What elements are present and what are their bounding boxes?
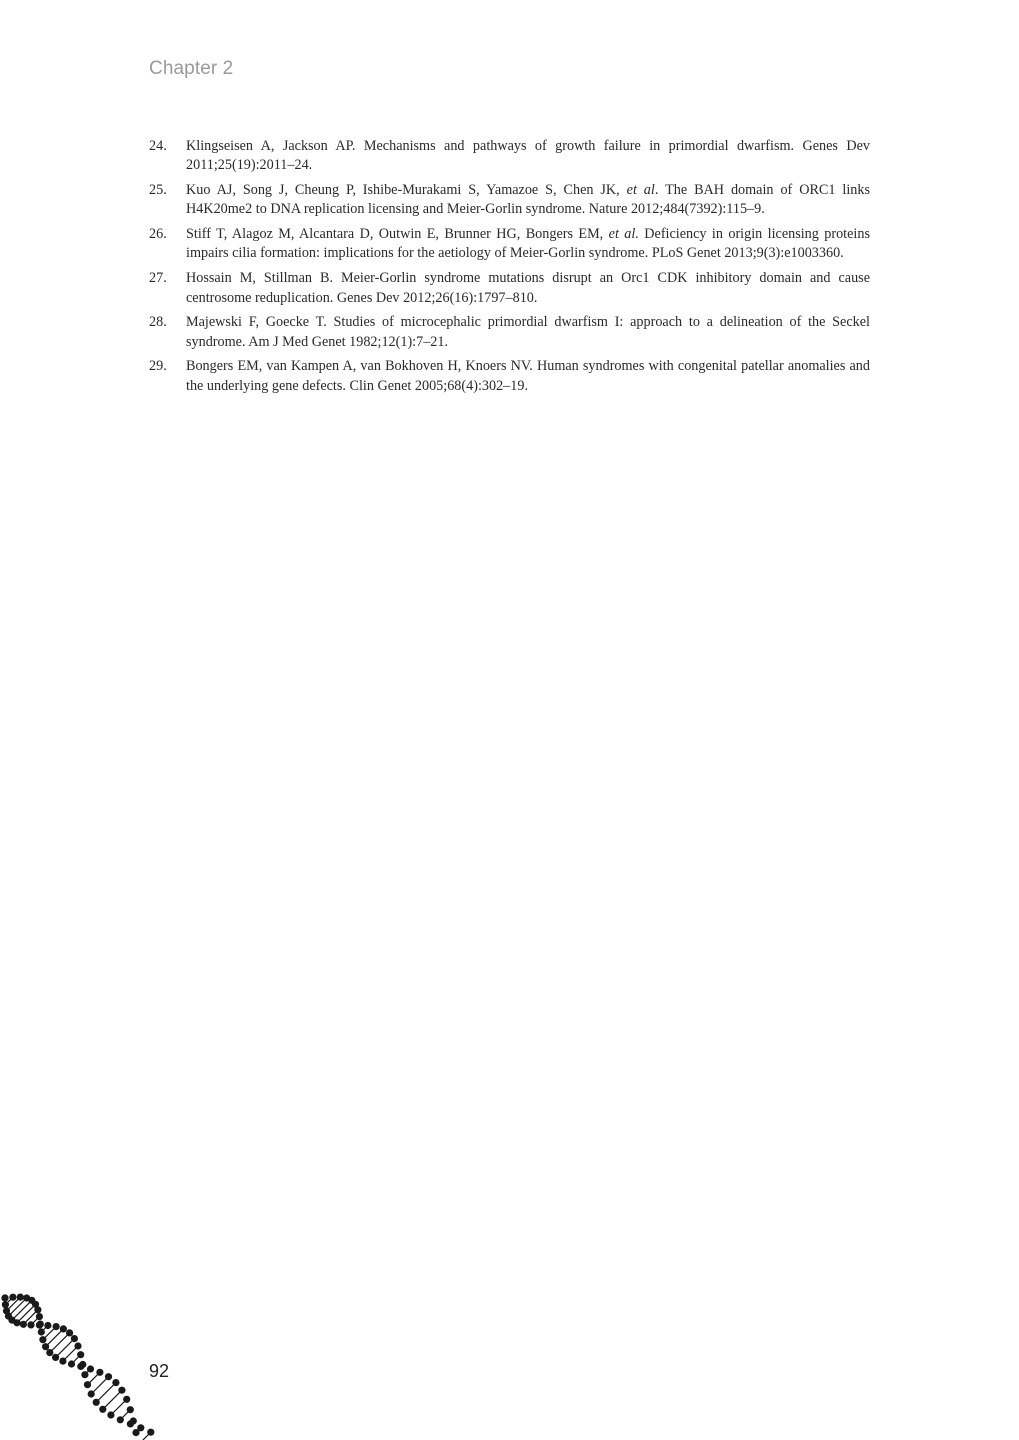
dna-node [81, 1371, 88, 1378]
reference-number: 24. [149, 138, 167, 154]
dna-node [2, 1301, 9, 1308]
dna-rung [9, 1298, 27, 1316]
dna-node [74, 1342, 81, 1349]
dna-node [46, 1349, 53, 1356]
chapter-header: Chapter 2 [149, 58, 234, 79]
dna-node [66, 1329, 73, 1336]
dna-node [36, 1313, 43, 1320]
dna-rung [91, 1377, 108, 1394]
dna-node [27, 1321, 34, 1328]
reference-text [186, 181, 870, 220]
dna-node [53, 1323, 60, 1330]
dna-node [123, 1396, 130, 1403]
reference-28 [149, 313, 870, 352]
dna-node [52, 1354, 59, 1361]
dna-node [9, 1294, 16, 1301]
dna-node [127, 1406, 134, 1413]
reference-text-main: Stiff T, Alagoz M, Alcantara D, Outwin E, Brunner HG, Bongers EM, [186, 226, 609, 243]
dna-node [132, 1429, 139, 1436]
reference-24 [149, 137, 870, 176]
reference-text-rest: . The BAH domain of ORC1 links H4K20me2 to DNA replication licensing and Meier-Gorlin syndrome. Nature 2012;484(7392):115–9. [186, 182, 870, 218]
dna-node [112, 1379, 119, 1386]
reference-25 [149, 181, 870, 220]
dna-node [20, 1321, 27, 1328]
reference-text [186, 225, 870, 264]
dna-node [77, 1363, 84, 1370]
reference-et-al: et al. [608, 226, 639, 243]
reference-26 [149, 225, 870, 264]
dna-node [107, 1411, 114, 1418]
dna-node [96, 1369, 103, 1376]
dna-node [99, 1406, 106, 1413]
reference-text-main: Klingseisen A, Jackson AP. Mechanisms and pathways of growth failure in primordial dwarfism. Genes Dev 2011;25(19):2011–24. [186, 138, 870, 174]
dna-rung [17, 1304, 36, 1323]
reference-et-al: et al [626, 182, 655, 199]
reference-text [186, 313, 870, 352]
reference-number: 26. [149, 226, 167, 243]
reference-list [149, 137, 870, 402]
reference-number: 28. [149, 314, 167, 331]
dna-node [130, 1417, 137, 1424]
reference-text-main: Bongers EM, van Kampen A, van Bokhoven H, Knoers NV. Human syndromes with congenital patellar anomalies and the underlying gene defects. Clin Genet 2005;68(4):302–19. [186, 358, 870, 394]
dna-node [118, 1387, 125, 1394]
page-number: 92 [149, 1361, 170, 1381]
reference-text-main: Kuo AJ, Song J, Cheung P, Ishibe-Murakami S, Yamazoe S, Chen JK, [186, 182, 627, 199]
dna-node [60, 1325, 67, 1332]
dna-node [17, 1294, 24, 1301]
reference-text-rest: Deficiency in origin licensing proteins impairs cilia formation: implications for the aetiology of Meier-Gorlin syndrome. PLoS Genet 2013;9(3):e1003360. [186, 226, 870, 262]
dna-node [34, 1306, 41, 1313]
dna-node [77, 1351, 84, 1358]
dna-node [68, 1360, 75, 1367]
dna-node [88, 1390, 95, 1397]
dna-node [59, 1358, 66, 1365]
dna-node [44, 1322, 51, 1329]
reference-number: 25. [149, 182, 167, 199]
dna-rung [56, 1339, 75, 1358]
reference-27 [149, 269, 870, 308]
dna-node [38, 1328, 45, 1335]
dna-node [105, 1373, 112, 1380]
reference-text [186, 269, 870, 308]
dna-node [37, 1321, 44, 1328]
dna-node [39, 1336, 46, 1343]
reference-29 [149, 357, 870, 396]
reference-text-main: Majewski F, Goecke T. Studies of microcephalic primordial dwarfism I: approach to a delineation of the Seckel syndrome. Am J Med Genet 1982;12(1):7–21. [186, 314, 870, 350]
dna-helix-icon [0, 1290, 170, 1440]
dna-node [1, 1294, 8, 1301]
reference-text [186, 357, 870, 396]
dna-node [147, 1429, 154, 1436]
reference-text-main: Hossain M, Stillman B. Meier-Gorlin syndrome mutations disrupt an Orc1 CDK inhibitory domain and cause centrosome reduplication. Genes Dev 2012;26(16):1797–810. [186, 270, 870, 306]
dna-rung [50, 1333, 70, 1353]
dna-node [84, 1381, 91, 1388]
reference-number: 29. [149, 358, 167, 375]
dna-rung [46, 1329, 64, 1347]
dna-node [71, 1335, 78, 1342]
dna-node [87, 1365, 94, 1372]
dna-node [13, 1319, 20, 1326]
reference-number: 27. [149, 270, 167, 287]
dna-node [42, 1343, 49, 1350]
dna-node [93, 1399, 100, 1406]
reference-text [186, 137, 870, 176]
dna-node [117, 1416, 124, 1423]
